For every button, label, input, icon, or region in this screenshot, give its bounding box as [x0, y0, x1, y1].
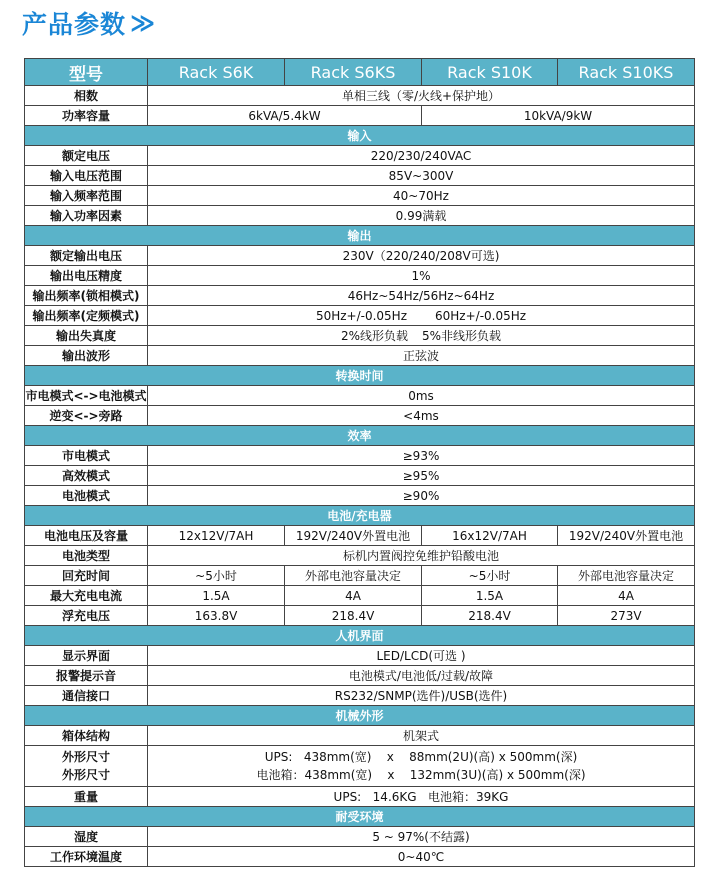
value-part: 60Hz+/-0.05Hz	[435, 308, 527, 323]
row-label: 输出频率(定频模式)	[25, 306, 148, 326]
table-row	[25, 606, 695, 626]
row-value: 正弦波	[148, 346, 695, 366]
table-row	[25, 746, 695, 787]
table-row	[25, 526, 695, 546]
table-header-row	[25, 59, 695, 86]
row-value: 85V~300V	[148, 166, 695, 186]
row-value: 40~70Hz	[148, 186, 695, 206]
value-part: 5%非线形负载	[422, 329, 502, 343]
row-label: 回充时间	[25, 566, 148, 586]
spec-table	[24, 58, 695, 867]
row-label: 电池类型	[25, 546, 148, 566]
row-value: UPS: 14.6KG 电池箱：39KG	[148, 787, 695, 807]
row-label: 输入电压范围	[25, 166, 148, 186]
row-label: 工作环境温度	[25, 847, 148, 867]
section-row-efficiency	[25, 426, 695, 446]
section-title: 效率	[25, 426, 695, 446]
table-row	[25, 586, 695, 606]
section-title: 转换时间	[25, 366, 695, 386]
row-label: 输出电压精度	[25, 266, 148, 286]
section-title: 机械外形	[25, 706, 695, 726]
table-row	[25, 346, 695, 366]
row-value: 4A	[285, 586, 422, 606]
table-row	[25, 306, 695, 326]
section-title: 输出	[25, 226, 695, 246]
table-row	[25, 546, 695, 566]
row-value: 192V/240V外置电池	[558, 526, 695, 546]
row-label: 市电模式	[25, 446, 148, 466]
row-label: 输出频率(锁相模式)	[25, 286, 148, 306]
row-value: ~5小时	[148, 566, 285, 586]
row-value: 0.99满载	[148, 206, 695, 226]
table-row	[25, 186, 695, 206]
table-row	[25, 726, 695, 746]
value-part: 50Hz+/-0.05Hz	[315, 308, 407, 323]
table-row	[25, 246, 695, 266]
section-row-environment	[25, 807, 695, 827]
row-label: 报警提示音	[25, 666, 148, 686]
row-value: ~5小时	[422, 566, 558, 586]
row-value: 外部电池容量决定	[558, 566, 695, 586]
row-value: 10kVA/9kW	[422, 106, 695, 126]
table-row	[25, 266, 695, 286]
row-label: 显示界面	[25, 646, 148, 666]
table-row	[25, 566, 695, 586]
row-label: 市电模式<->电池模式	[25, 386, 148, 406]
table-row	[25, 446, 695, 466]
row-label: 最大充电电流	[25, 586, 148, 606]
row-label: 逆变<->旁路	[25, 406, 148, 426]
header-rack-s6k: Rack S6K	[148, 59, 285, 86]
table-row	[25, 386, 695, 406]
table-row	[25, 646, 695, 666]
row-label: 湿度	[25, 827, 148, 847]
row-value	[148, 326, 695, 346]
dim-value-battery: 电池箱：438mm(宽) x 132mm(3U)(高) x 500mm(深)	[256, 768, 586, 782]
row-value	[148, 746, 695, 787]
section-title: 人机界面	[25, 626, 695, 646]
row-value: ≥93%	[148, 446, 695, 466]
row-value: 1%	[148, 266, 695, 286]
table-row	[25, 787, 695, 807]
row-value: 273V	[558, 606, 695, 626]
dim-label: 外形尺寸	[61, 750, 110, 764]
section-title: 电池/充电器	[25, 506, 695, 526]
row-value: 5 ~ 97%(不结露)	[148, 827, 695, 847]
row-value: 12x12V/7AH	[148, 526, 285, 546]
row-value: 220/230/240VAC	[148, 146, 695, 166]
row-label: 输出波形	[25, 346, 148, 366]
row-label: 输入功率因素	[25, 206, 148, 226]
row-value: 电池模式/电池低/过载/故障	[148, 666, 695, 686]
row-value: <4ms	[148, 406, 695, 426]
row-label: 额定输出电压	[25, 246, 148, 266]
row-label: 输出失真度	[25, 326, 148, 346]
row-value: 218.4V	[422, 606, 558, 626]
table-row	[25, 326, 695, 346]
section-row-transfer	[25, 366, 695, 386]
row-value: ≥95%	[148, 466, 695, 486]
row-label: 输入频率范围	[25, 186, 148, 206]
row-value: 1.5A	[422, 586, 558, 606]
header-rack-s10k: Rack S10K	[422, 59, 558, 86]
section-title: 输入	[25, 126, 695, 146]
row-value: 163.8V	[148, 606, 285, 626]
row-value	[148, 306, 695, 326]
section-row-battery	[25, 506, 695, 526]
row-label: 箱体结构	[25, 726, 148, 746]
row-value: 4A	[558, 586, 695, 606]
row-value: 192V/240V外置电池	[285, 526, 422, 546]
row-label: 高效模式	[25, 466, 148, 486]
row-value: 218.4V	[285, 606, 422, 626]
row-value: 外部电池容量决定	[285, 566, 422, 586]
row-value: 标机内置阀控免维护铅酸电池	[148, 546, 695, 566]
table-row	[25, 286, 695, 306]
table-row	[25, 686, 695, 706]
dim-label: 外形尺寸	[61, 768, 110, 782]
table-row	[25, 206, 695, 226]
row-label: 相数	[25, 86, 148, 106]
row-value: 46Hz~54Hz/56Hz~64Hz	[148, 286, 695, 306]
double-chevron-right-icon: ≫	[130, 9, 157, 37]
value-part: 2%线形负载	[340, 329, 408, 343]
row-label: 功率容量	[25, 106, 148, 126]
page-title	[22, 4, 156, 42]
table-row	[25, 666, 695, 686]
row-label: 电池模式	[25, 486, 148, 506]
row-value: 0~40℃	[148, 847, 695, 867]
header-rack-s10ks: Rack S10KS	[558, 59, 695, 86]
row-value: LED/LCD(可选 )	[148, 646, 695, 666]
row-label: 额定电压	[25, 146, 148, 166]
table-row	[25, 406, 695, 426]
table-row	[25, 166, 695, 186]
row-value: RS232/SNMP(选件)/USB(选件)	[148, 686, 695, 706]
header-rack-s6ks: Rack S6KS	[285, 59, 422, 86]
row-value: 6kVA/5.4kW	[148, 106, 422, 126]
dim-value-ups: UPS: 438mm(宽) x 88mm(2U)(高) x 500mm(深)	[264, 750, 578, 764]
row-label: 电池电压及容量	[25, 526, 148, 546]
page-title-text: 产品参数	[22, 10, 127, 39]
table-row	[25, 486, 695, 506]
section-row-mechanical	[25, 706, 695, 726]
row-value: 1.5A	[148, 586, 285, 606]
header-model: 型号	[25, 59, 148, 86]
row-label: 通信接口	[25, 686, 148, 706]
table-row	[25, 146, 695, 166]
table-row	[25, 86, 695, 106]
row-value: 230V（220/240/208V可选)	[148, 246, 695, 266]
row-value: 0ms	[148, 386, 695, 406]
section-title: 耐受环境	[25, 807, 695, 827]
row-value: 16x12V/7AH	[422, 526, 558, 546]
table-row	[25, 847, 695, 867]
table-row	[25, 466, 695, 486]
row-value: 机架式	[148, 726, 695, 746]
row-value: 单相三线（零/火线+保护地）	[148, 86, 695, 106]
section-row-hmi	[25, 626, 695, 646]
row-label	[25, 746, 148, 787]
row-label: 浮充电压	[25, 606, 148, 626]
row-label: 重量	[25, 787, 148, 807]
table-row	[25, 827, 695, 847]
section-row-output	[25, 226, 695, 246]
section-row-input	[25, 126, 695, 146]
table-row	[25, 106, 695, 126]
row-value: ≥90%	[148, 486, 695, 506]
